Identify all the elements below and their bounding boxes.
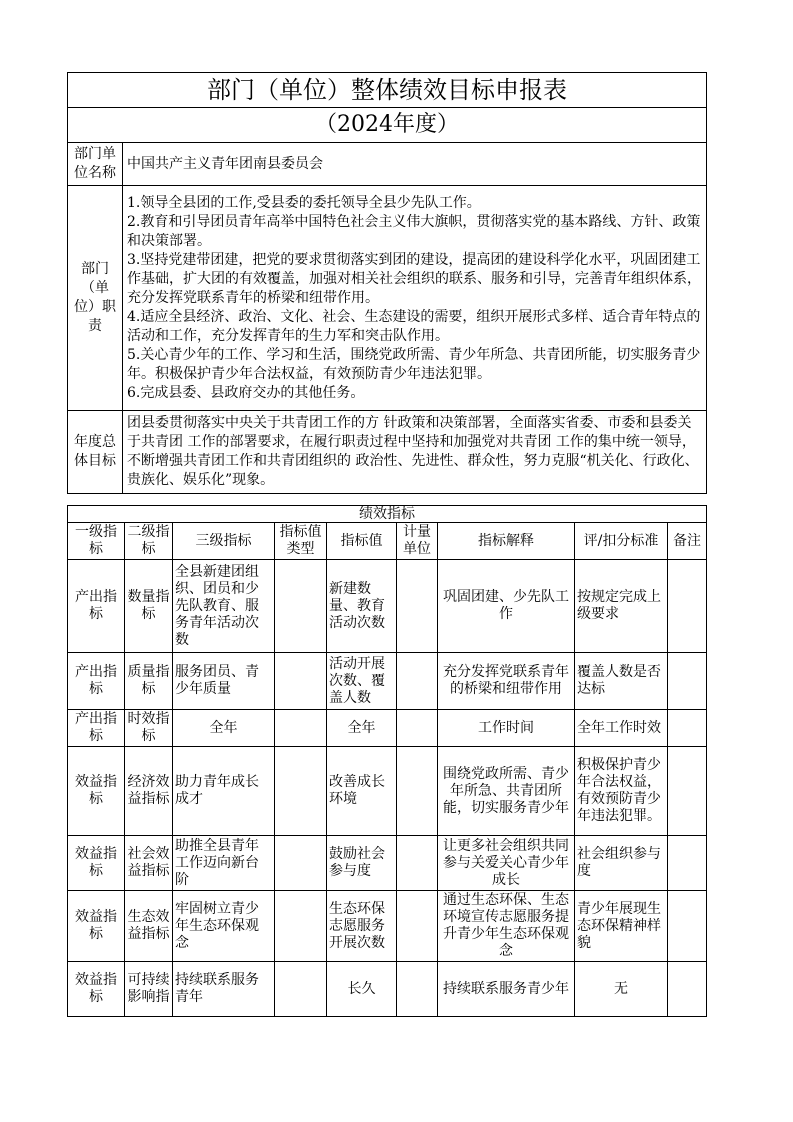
explain-cell: 巩固团建、少先队工作 [438, 560, 575, 653]
level3-cell: 助推全县青年工作迈向新台阶 [173, 836, 275, 891]
value-cell: 全年 [327, 710, 397, 747]
level3-cell: 全县新建团组织、团员和少先队教育、服务青年活动次数 [173, 560, 275, 653]
dept-name-value: 中国共产主义青年团南县委员会 [123, 143, 707, 186]
score-cell: 全年工作时效 [575, 710, 668, 747]
column-header: 备注 [668, 523, 707, 560]
value-type-cell [275, 560, 327, 653]
value-cell: 鼓励社会参与度 [327, 836, 397, 891]
value-type-cell [275, 836, 327, 891]
column-header: 三级指标 [173, 523, 275, 560]
unit-cell [397, 653, 438, 710]
level1-cell: 效益指标 [68, 962, 125, 1017]
value-cell: 改善成长环境 [327, 747, 397, 836]
level3-cell: 持续联系服务青年 [173, 962, 275, 1017]
note-cell [668, 560, 707, 653]
column-header: 指标值类型 [275, 523, 327, 560]
duty-item: 4.适应全县经济、政治、文化、社会、生态建设的需要，组织开展形式多样、适合青年特点的活动和工作，充分发挥青年的生力军和突击队作用。 [127, 308, 701, 344]
duty-item: 6.完成县委、县政府交办的其他任务。 [127, 384, 365, 401]
level3-cell: 助力青年成长成才 [173, 747, 275, 836]
level3-cell: 全年 [173, 710, 275, 747]
performance-indicators-table [67, 505, 707, 1017]
score-cell: 积极保护青少年合法权益，有效预防青少年违法犯罪。 [575, 747, 668, 836]
explain-cell: 通过生态环保、生态环境宣传志愿服务提升青少年生态环保观念 [438, 891, 575, 962]
level2-cell: 社会效益指标 [125, 836, 173, 891]
table-row [68, 891, 707, 962]
page-title: 部门（单位）整体绩效目标申报表 [68, 73, 707, 108]
value-cell: 生态环保志愿服务开展次数 [327, 891, 397, 962]
value-cell: 活动开展次数、覆盖人数 [327, 653, 397, 710]
table-row [68, 836, 707, 891]
annual-goal-label: 年度总体目标 [68, 411, 123, 494]
level2-cell: 生态效益指标 [125, 891, 173, 962]
duty-item: 3.坚持党建带团建，把党的要求贯彻落实到团的建设，提高团的建设科学化水平，巩固团建工作基础，扩大团的有效覆盖，加强对相关社会组织的联系、服务和引导，完善青年组织体系，充分发挥党联系青年的桥梁和纽带作用。 [127, 251, 701, 306]
indicators-header-row [68, 523, 707, 560]
level2-cell: 经济效益指标 [125, 747, 173, 836]
table-row [68, 560, 707, 653]
level2-cell: 质量指标 [125, 653, 173, 710]
dept-name-label: 部门单位名称 [68, 143, 123, 186]
duty-item: 5.关心青少年的工作、学习和生活，围绕党政所需、青少年所急、共青团所能，切实服务青少年。积极保护青少年合法权益，有效预防青少年违法犯罪。 [127, 346, 701, 382]
value-type-cell [275, 710, 327, 747]
explain-cell: 围绕党政所需、青少年所急、共青团所能，切实服务青少年 [438, 747, 575, 836]
level3-cell: 牢固树立青少年生态环保观念 [173, 891, 275, 962]
level1-cell: 效益指标 [68, 891, 125, 962]
explain-cell: 让更多社会组织共同参与关爱关心青少年成长 [438, 836, 575, 891]
declaration-table [67, 72, 707, 494]
value-cell: 长久 [327, 962, 397, 1017]
value-cell: 新建数量、教育活动次数 [327, 560, 397, 653]
indicators-section-title: 绩效指标 [68, 506, 707, 523]
level2-cell: 数量指标 [125, 560, 173, 653]
column-header: 指标值 [327, 523, 397, 560]
score-cell: 社会组织参与度 [575, 836, 668, 891]
value-type-cell [275, 962, 327, 1017]
column-header: 一级指标 [68, 523, 125, 560]
level2-cell: 可持续影响指 [125, 962, 173, 1017]
column-header: 二级指标 [125, 523, 173, 560]
value-type-cell [275, 653, 327, 710]
score-cell: 覆盖人数是否达标 [575, 653, 668, 710]
note-cell [668, 836, 707, 891]
level2-cell: 时效指标 [125, 710, 173, 747]
level1-cell: 效益指标 [68, 747, 125, 836]
dept-duty-label: 部门（单位）职责 [68, 186, 123, 411]
unit-cell [397, 836, 438, 891]
unit-cell [397, 710, 438, 747]
table-row [68, 710, 707, 747]
explain-cell: 工作时间 [438, 710, 575, 747]
note-cell [668, 962, 707, 1017]
table-row [68, 962, 707, 1017]
level1-cell: 效益指标 [68, 836, 125, 891]
annual-goal-value: 团县委贯彻落实中央关于共青团工作的方 针政策和决策部署，全面落实省委、市委和县委关于共青团 工作的部署要求，在履行职责过程中坚持和加强党对共青团 工作的集中统一领导，不断增强共青团工作和共青团组织的 政治性、先进性、群众性，努力克服“机关化、行政化、贵族化、娱乐化”现象。 [123, 411, 707, 494]
duty-item: 2.教育和引导团员青年高举中国特色社会主义伟大旗帜，贯彻落实党的基本路线、方针、政策和决策部署。 [127, 213, 701, 249]
score-cell: 按规定完成上级要求 [575, 560, 668, 653]
explain-cell: 充分发挥党联系青年的桥梁和纽带作用 [438, 653, 575, 710]
level1-cell: 产出指标 [68, 710, 125, 747]
unit-cell [397, 962, 438, 1017]
column-header: 指标解释 [438, 523, 575, 560]
column-header: 计量单位 [397, 523, 438, 560]
table-row [68, 653, 707, 710]
dept-duty-list [123, 186, 707, 411]
table-row [68, 747, 707, 836]
level1-cell: 产出指标 [68, 653, 125, 710]
note-cell [668, 747, 707, 836]
duty-item: 1.领导全县团的工作,受县委的委托领导全县少先队工作。 [127, 194, 481, 211]
column-header: 评/扣分标准 [575, 523, 668, 560]
note-cell [668, 653, 707, 710]
value-type-cell [275, 891, 327, 962]
unit-cell [397, 747, 438, 836]
value-type-cell [275, 747, 327, 836]
unit-cell [397, 891, 438, 962]
note-cell [668, 710, 707, 747]
level1-cell: 产出指标 [68, 560, 125, 653]
score-cell: 无 [575, 962, 668, 1017]
year-subtitle: （2024年度） [68, 108, 707, 143]
unit-cell [397, 560, 438, 653]
level3-cell: 服务团员、青少年质量 [173, 653, 275, 710]
note-cell [668, 891, 707, 962]
score-cell: 青少年展现生态环保精神样貌 [575, 891, 668, 962]
explain-cell: 持续联系服务青少年 [438, 962, 575, 1017]
